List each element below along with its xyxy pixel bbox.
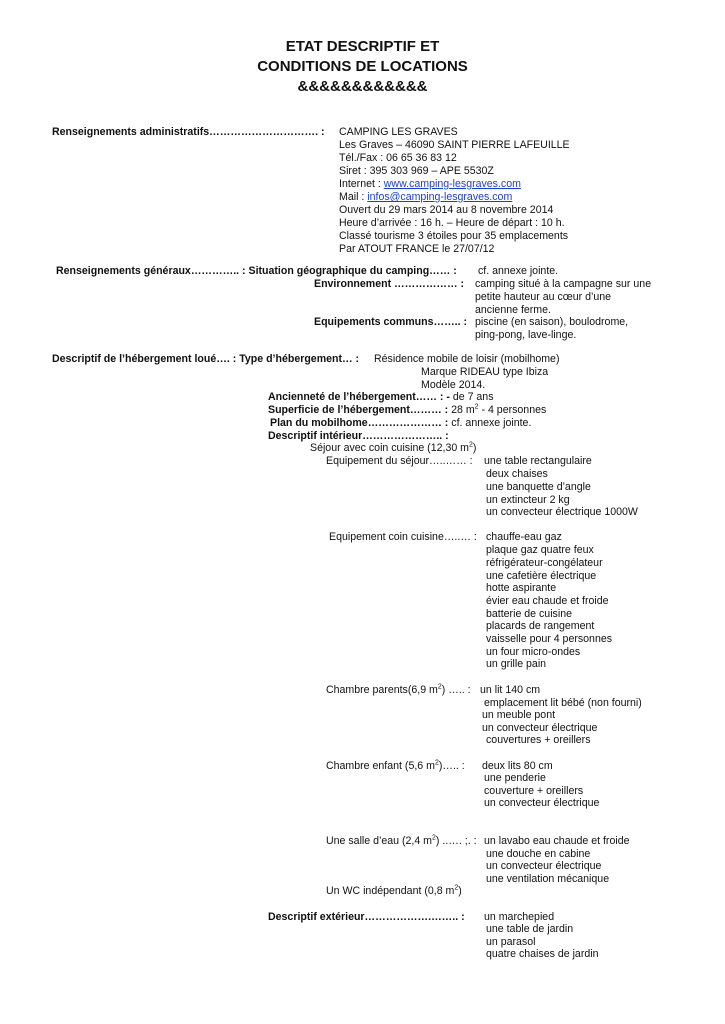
internet-label: Internet : bbox=[339, 178, 384, 190]
child-room-label: Chambre enfant (5,6 $m^2)\dots$.. : bbox=[326, 759, 465, 772]
sejour-item-3: une banquette d’angle bbox=[486, 481, 591, 493]
parents-room-item-4: un convecteur électrique bbox=[482, 722, 598, 734]
parents-room-item-2: emplacement lit bébé (non fourni) bbox=[484, 697, 642, 709]
kitchen-item-11: un grille pain bbox=[486, 658, 547, 670]
exterior-item-3: un parasol bbox=[486, 936, 536, 948]
camping-opening: Ouvert du 29 mars 2014 au 8 novembre 2014 bbox=[339, 204, 554, 216]
lodging-area-label: Superficie de l’hébergement……… : bbox=[268, 404, 449, 416]
parents-room-item-1: un lit 140 cm bbox=[480, 684, 541, 696]
camping-hours: Heure d’arrivée : 16 h. – Heure de départ : 10 h. bbox=[339, 217, 565, 229]
document-title-line-3: &&&&&&&&&&&& bbox=[297, 78, 428, 95]
kitchen-item-7: batterie de cuisine bbox=[486, 608, 572, 620]
camping-phone: Tél./Fax : 06 65 36 83 12 bbox=[339, 152, 457, 164]
child-room-item-2: une penderie bbox=[484, 772, 546, 784]
sejour-item-5: un convecteur électrique 1000W bbox=[486, 506, 638, 518]
child-room-item-1: deux lits 80 cm bbox=[482, 760, 553, 772]
sejour-item-2: deux chaises bbox=[486, 468, 548, 480]
lodging-area bbox=[268, 404, 546, 417]
camping-siret: Siret : 395 303 969 – APE 5530Z bbox=[339, 165, 494, 177]
kitchen-equipment-label: Equipement coin cuisine…..… : bbox=[329, 531, 477, 543]
lodging-type-line-2: Marque RIDEAU type Ibiza bbox=[421, 366, 549, 378]
camping-classification: Classé tourisme 3 étoiles pour 35 emplacements bbox=[339, 230, 569, 242]
lodging-age-value: de 7 ans bbox=[452, 391, 494, 403]
wc-label: Un WC indépendant (0,8 $m^2$) bbox=[326, 884, 462, 897]
lodging-label: Descriptif de l’hébergement loué…. : Type d’hébergement… : bbox=[52, 353, 360, 365]
child-room-item-4: un convecteur électrique bbox=[484, 797, 600, 809]
sejour-title: Séjour avec coin cuisine (12,30 $m^2$) bbox=[310, 441, 477, 454]
kitchen-item-5: hotte aspirante bbox=[486, 582, 557, 594]
lodging-type-line-3: Modèle 2014. bbox=[421, 379, 486, 391]
bathroom-item-3: un convecteur électrique bbox=[486, 860, 602, 872]
child-room-item-3: couverture + oreillers bbox=[484, 785, 584, 797]
kitchen-item-9: vaisselle pour 4 personnes bbox=[486, 633, 613, 645]
exterior-item-2: une table de jardin bbox=[486, 923, 574, 935]
lodging-plan-label: Plan du mobilhome………………… : bbox=[270, 417, 449, 429]
general-label: Renseignements généraux………….. : Situation géographique du camping…… : bbox=[56, 265, 457, 277]
bathroom-item-2: une douche en cabine bbox=[486, 848, 591, 860]
common-equipment-line-2: ping-pong, lave-linge. bbox=[475, 329, 577, 341]
camping-name: CAMPING LES GRAVES bbox=[339, 126, 458, 138]
exterior-label: Descriptif extérieur……………….…….. : bbox=[268, 911, 465, 923]
camping-mail bbox=[339, 191, 512, 204]
camping-classification-by: Par ATOUT FRANCE le 27/07/12 bbox=[339, 243, 495, 255]
document-title-line-2: CONDITIONS DE LOCATIONS bbox=[257, 58, 468, 75]
common-equipment-line-1: piscine (en saison), boulodrome, bbox=[475, 316, 629, 328]
environment-line-3: ancienne ferme. bbox=[475, 304, 551, 316]
lodging-age bbox=[268, 391, 494, 404]
admin-label: Renseignements administratifs…………………………. : bbox=[52, 126, 325, 138]
bathroom-label: Une salle d’eau (2,4 $m^2$) ..…. ;. : bbox=[326, 834, 477, 847]
environment-line-2: petite hauteur au cœur d’une bbox=[475, 291, 612, 303]
sejour-equipment-label: Equipement du séjour…..…… : bbox=[326, 455, 473, 467]
interior-label: Descriptif intérieur………………….. : bbox=[268, 430, 449, 442]
environment-line-1: camping situé à la campagne sur une bbox=[475, 278, 652, 290]
exterior-item-4: quatre chaises de jardin bbox=[486, 948, 599, 960]
camping-internet bbox=[339, 178, 521, 191]
lodging-plan bbox=[270, 417, 531, 430]
kitchen-item-4: une cafetière électrique bbox=[486, 570, 597, 582]
kitchen-item-1: chauffe-eau gaz bbox=[486, 531, 562, 543]
mail-label: Mail : bbox=[339, 191, 368, 203]
parents-room-item-5: couvertures + oreillers bbox=[486, 734, 591, 746]
document-title-line-1: ETAT DESCRIPTIF ET bbox=[285, 38, 440, 55]
lodging-type-line-1: Résidence mobile de loisir (mobilhome) bbox=[374, 353, 560, 365]
parents-room-label: Chambre parents(6,9 $m^2$) ….. : bbox=[326, 683, 471, 696]
lodging-area-value: 28 $m^2 - 4$ personnes bbox=[451, 403, 547, 416]
lodging-plan-value: cf. annexe jointe. bbox=[451, 417, 532, 429]
exterior-item-1: un marchepied bbox=[484, 911, 555, 923]
website-link[interactable]: www.camping-lesgraves.com bbox=[383, 178, 521, 190]
lodging-age-label: Ancienneté de l’hébergement…… : - bbox=[268, 391, 450, 403]
sejour-item-4: un extincteur 2 kg bbox=[486, 494, 570, 506]
environment-label: Environnement ……………… : bbox=[314, 278, 465, 290]
bathroom-item-1: un lavabo eau chaude et froide bbox=[484, 835, 630, 847]
kitchen-item-6: évier eau chaude et froide bbox=[486, 595, 609, 607]
kitchen-item-8: placards de rangement bbox=[486, 620, 595, 632]
situation-value: cf. annexe jointe. bbox=[478, 265, 559, 277]
kitchen-item-3: réfrigérateur-congélateur bbox=[486, 557, 603, 569]
camping-address: Les Graves – 46090 SAINT PIERRE LAFEUILLE bbox=[339, 139, 570, 151]
parents-room-item-3: un meuble pont bbox=[482, 709, 556, 721]
bathroom-item-4: une ventilation mécanique bbox=[486, 873, 610, 885]
sejour-item-1: une table rectangulaire bbox=[484, 455, 592, 467]
email-link[interactable]: infos@camping-lesgraves.com bbox=[367, 191, 513, 203]
kitchen-item-2: plaque gaz quatre feux bbox=[486, 544, 594, 556]
common-equipment-label: Equipements communs…….. : bbox=[314, 316, 468, 328]
kitchen-item-10: un four micro-ondes bbox=[486, 646, 581, 658]
